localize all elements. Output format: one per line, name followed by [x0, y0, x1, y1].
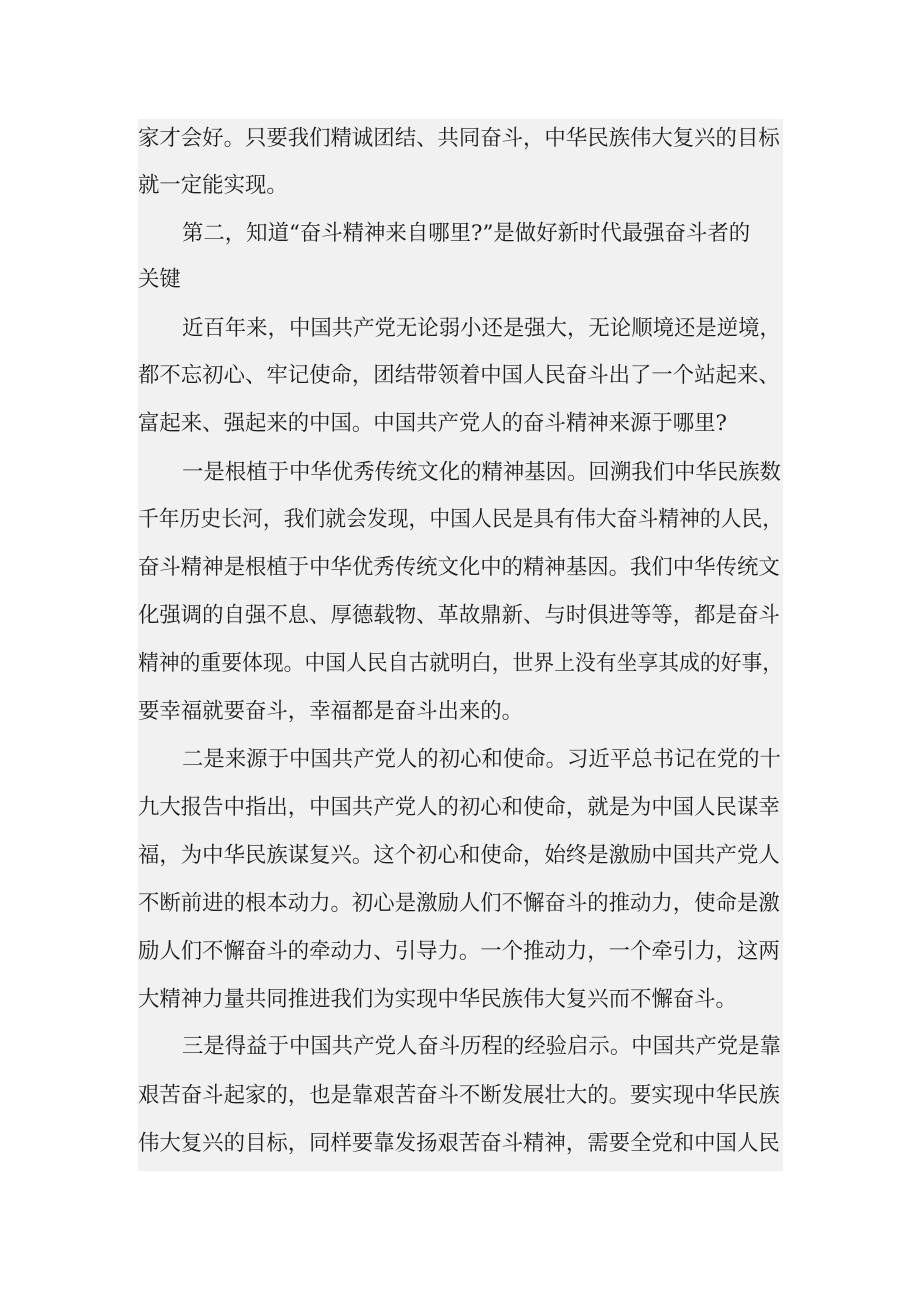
text-line: 大精神力量共同推进我们为实现中华民族伟大复兴而不懈奋斗。	[138, 987, 737, 1012]
text-line: 化强调的自强不息、厚德载物、革故鼎新、与时俱进等等，都是奋斗	[138, 603, 780, 628]
text-line: 都不忘初心、牢记使命，团结带领着中国人民奋斗出了一个站起来、	[138, 363, 780, 388]
text-line: 家才会好。只要我们精诚团结、共同奋斗，中华民族伟大复兴的目标	[138, 126, 780, 151]
text-line: 奋斗精神是根植于中华优秀传统文化中的精神基因。我们中华传统文	[138, 555, 780, 580]
text-line: 要幸福就要奋斗，幸福都是奋斗出来的。	[138, 699, 524, 724]
text-line: 福，为中华民族谋复兴。这个初心和使命，始终是激励中国共产党人	[138, 843, 780, 868]
text-line: 九大报告中指出，中国共产党人的初心和使命，就是为中国人民谋幸	[138, 795, 780, 820]
text-line: 伟大复兴的目标，同样要靠发扬艰苦奋斗精神，需要全党和中国人民	[138, 1131, 780, 1156]
paragraph-line: 近百年来，中国共产党无论弱小还是强大，无论顺境还是逆境，	[182, 316, 781, 341]
text-line: 富起来、强起来的中国。中国共产党人的奋斗精神来源于哪里?	[138, 411, 728, 436]
text-line: 不断前进的根本动力。初心是激励人们不懈奋斗的推动力，使命是激	[138, 891, 780, 916]
text-line: 精神的重要体现。中国人民自古就明白，世界上没有坐享其成的好事，	[138, 651, 783, 676]
paragraph-line: 一是根植于中华优秀传统文化的精神基因。回溯我们中华民族数	[182, 460, 781, 485]
text-line: 就一定能实现。	[138, 173, 288, 198]
text-line: 励人们不懈奋斗的牵动力、引导力。一个推动力，一个牵引力，这两	[138, 939, 780, 964]
paragraph-line: 第二，知道“奋斗精神来自哪里?”是做好新时代最强奋斗者的	[182, 221, 751, 246]
paragraph-line: 三是得益于中国共产党人奋斗历程的经验启示。中国共产党是靠	[182, 1034, 781, 1059]
text-line: 艰苦奋斗起家的，也是靠艰苦奋斗不断发展壮大的。要实现中华民族	[138, 1083, 780, 1108]
text-line: 关键	[138, 267, 181, 292]
paragraph-line: 二是来源于中国共产党人的初心和使命。习近平总书记在党的十	[182, 747, 781, 772]
document-text-block	[138, 119, 783, 1171]
text-line: 千年历史长河，我们就会发现，中国人民是具有伟大奋斗精神的人民，	[138, 507, 783, 532]
